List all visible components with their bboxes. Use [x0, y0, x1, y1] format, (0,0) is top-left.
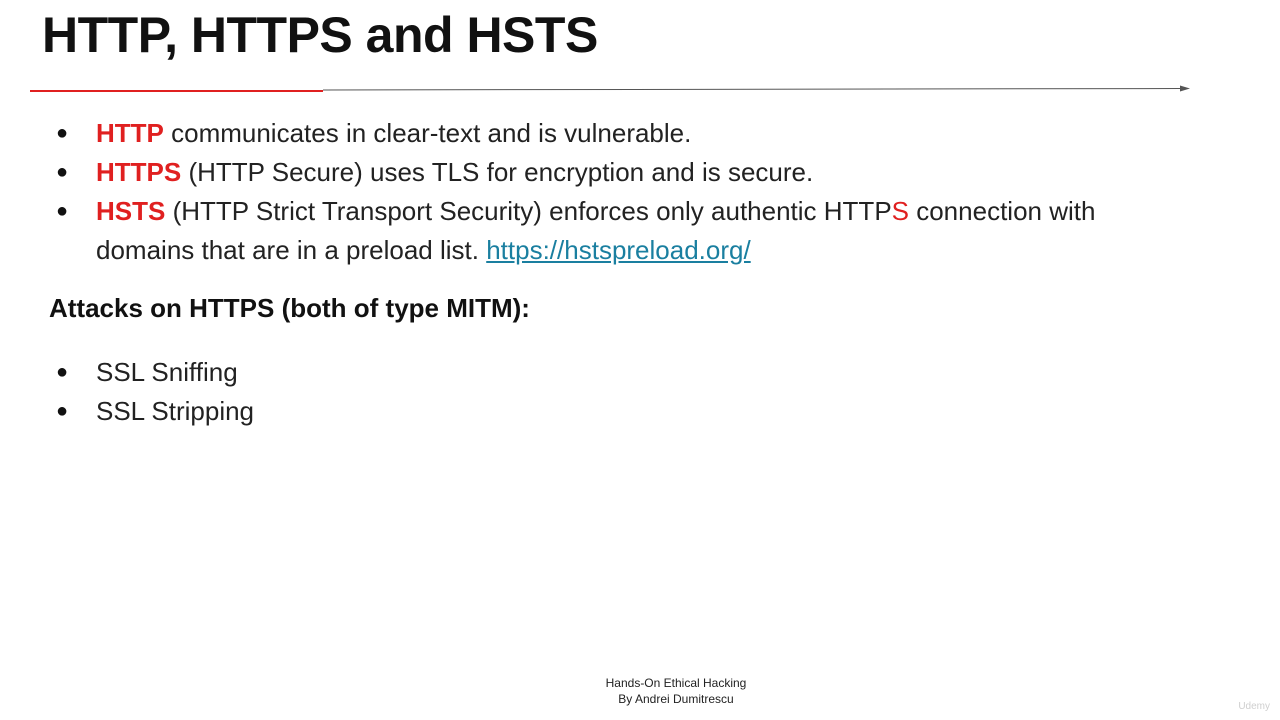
bullet-dot-icon: ● — [56, 200, 69, 222]
title-divider — [30, 84, 1190, 96]
slide-title: HTTP, HTTPS and HSTS — [42, 7, 598, 63]
highlight-s: S — [891, 196, 909, 226]
attack-label: SSL Sniffing — [96, 357, 238, 387]
keyword-http: HTTP — [96, 118, 164, 148]
attacks-heading: Attacks on HTTPS (both of type MITM): — [49, 293, 530, 323]
divider-arrow-icon — [1180, 86, 1190, 92]
bullet-hsts — [0, 192, 1280, 270]
footer-course: Hands-On Ethical Hacking — [605, 676, 747, 690]
divider-gray-segment — [323, 89, 1180, 91]
footer-author: By Andrei Dumitrescu — [618, 692, 734, 706]
bullet-text: (HTTP Strict Transport Security) enforces only authentic HTTP — [165, 196, 892, 226]
hstspreload-link[interactable]: https://hstspreload.org/ — [486, 235, 751, 265]
bullet-text: connection with domains that are in a preload list. — [96, 196, 1096, 265]
attack-item — [0, 392, 1280, 431]
keyword-https: HTTPS — [96, 157, 182, 187]
attacks-list — [0, 353, 1280, 431]
bullet-dot-icon: ● — [56, 361, 69, 383]
bullet-dot-icon: ● — [56, 122, 69, 144]
udemy-watermark: Udemy — [1238, 701, 1270, 712]
attack-item — [0, 353, 1280, 392]
attack-label: SSL Stripping — [96, 396, 255, 426]
bullet-dot-icon: ● — [56, 400, 69, 422]
bullet-dot-icon: ● — [56, 161, 69, 183]
bullet-https — [0, 153, 1280, 192]
bullet-http — [0, 114, 1280, 153]
keyword-hsts: HSTS — [96, 196, 166, 226]
bullet-text: (HTTP Secure) uses TLS for encryption and is secure. — [181, 157, 814, 187]
main-bullet-list — [0, 114, 1280, 270]
bullet-text: communicates in clear-text and is vulnerable. — [163, 118, 692, 148]
slide-footer — [560, 675, 792, 707]
